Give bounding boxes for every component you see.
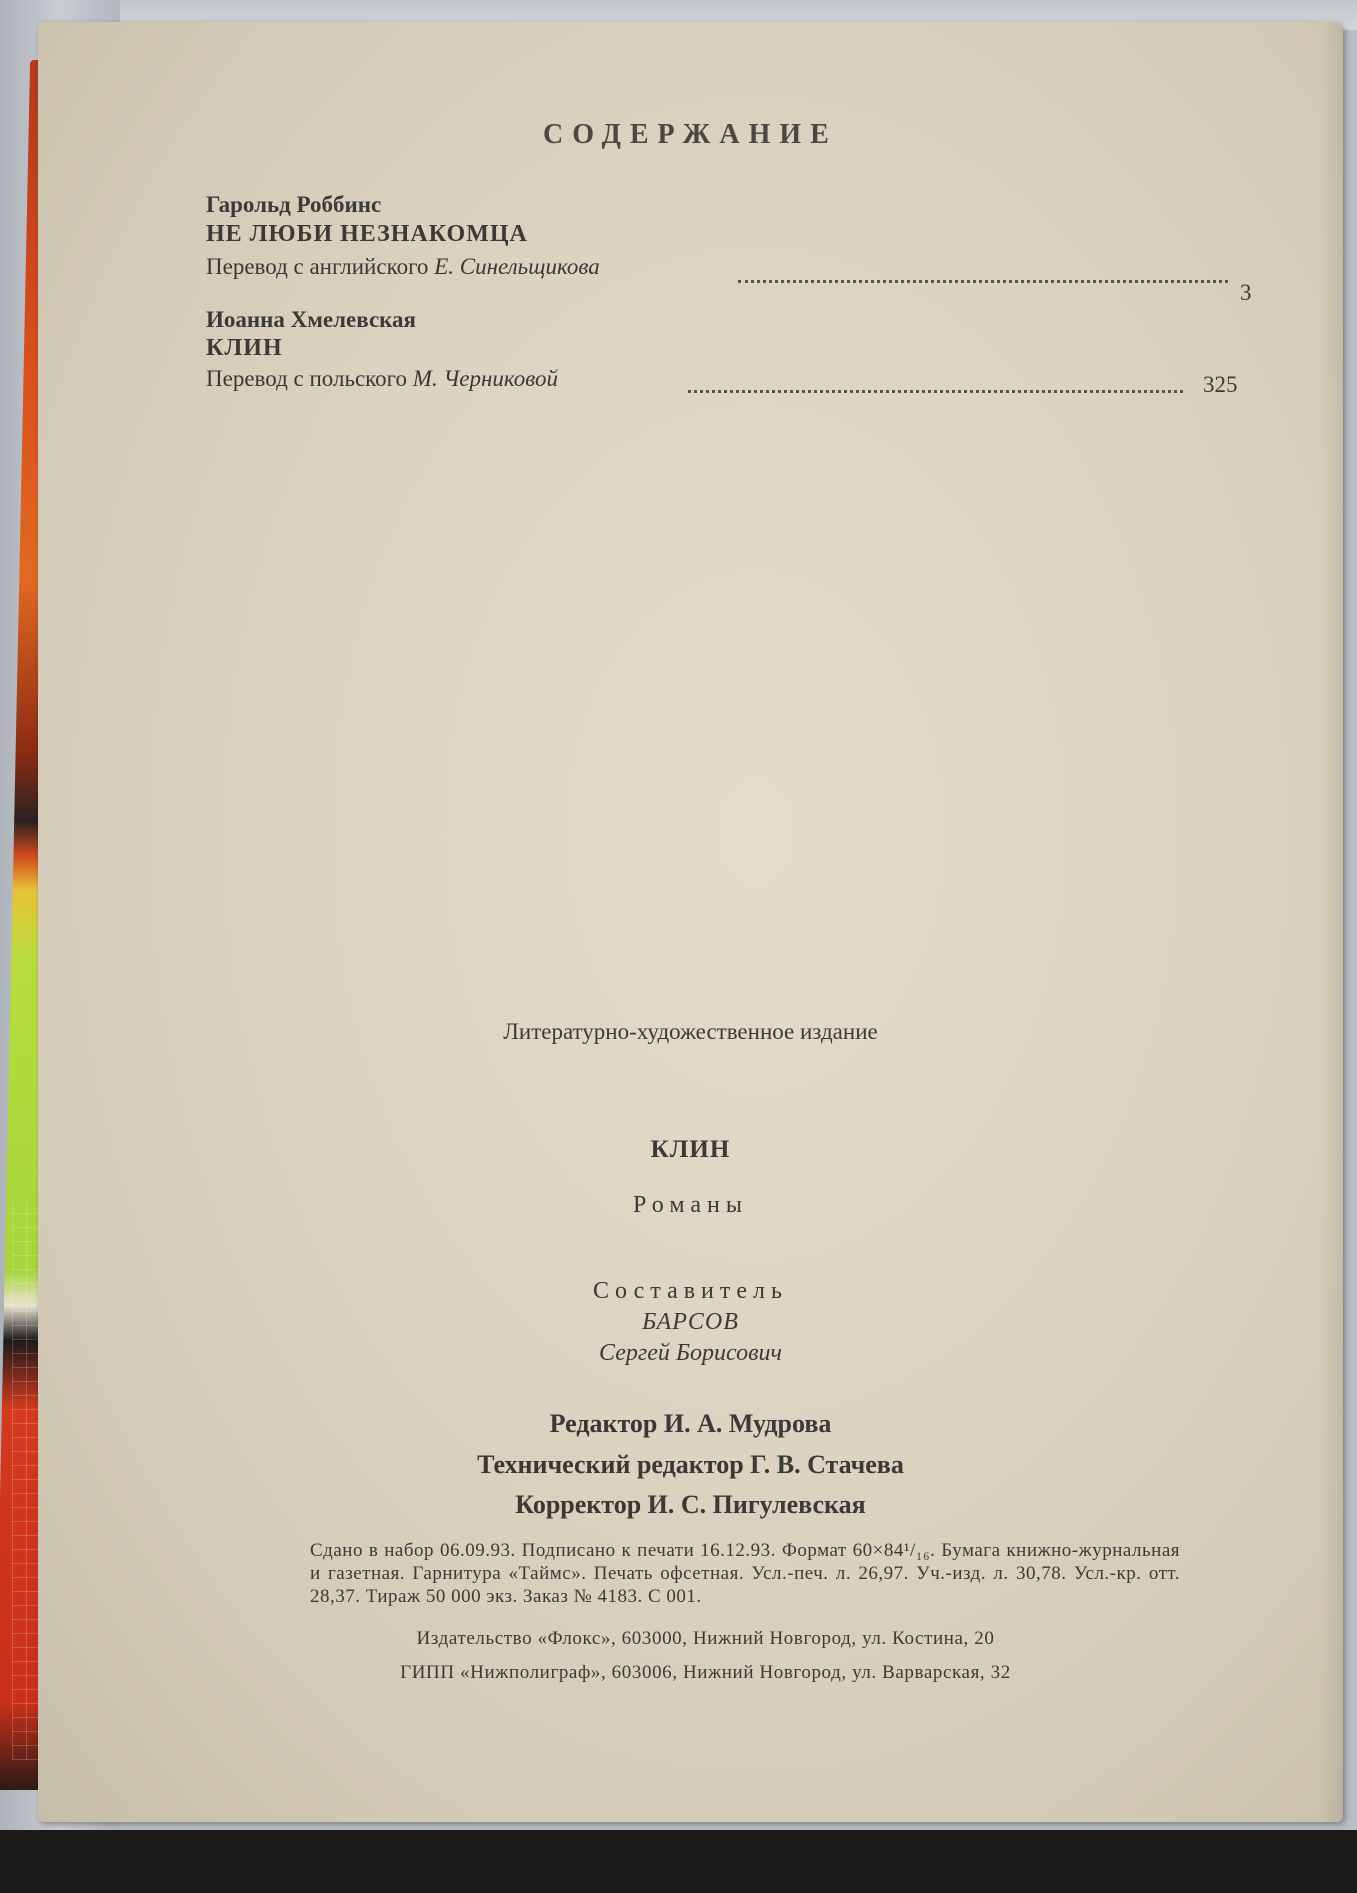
page-edge-shadow xyxy=(1319,22,1343,1822)
contents-heading: СОДЕРЖАНИЕ xyxy=(543,119,838,150)
credit-editor-name: И. А. Мудрова xyxy=(663,1409,832,1438)
credit-proofreader xyxy=(38,1490,1343,1520)
toc-entry-1-translation xyxy=(206,254,600,280)
toc-entry-1-page-number: 3 xyxy=(1240,280,1252,305)
credit-technical-editor xyxy=(38,1450,1343,1480)
edition-title: КЛИН xyxy=(650,1136,731,1163)
compiler-surname: БАРСОВ xyxy=(642,1309,739,1335)
publisher-address: Издательство «Флокс», 603000, Нижний Новгород, ул. Костина, 20 xyxy=(416,1628,995,1649)
compiler-name: Сергей Борисович xyxy=(599,1340,782,1366)
compiler-label: Составитель xyxy=(593,1278,788,1304)
toc-entry-2-translator: М. Черниковой xyxy=(412,366,558,391)
credit-proofreader-role: Корректор xyxy=(515,1490,642,1519)
credit-editor-role: Редактор xyxy=(549,1409,658,1438)
toc-entry-1-translation-prefix: Перевод с английского xyxy=(206,254,429,279)
toc-entry-2-title: КЛИН xyxy=(206,335,283,361)
toc-entry-2-leader-dots xyxy=(688,390,1183,393)
toc-entry-2-translation-prefix: Перевод с польского xyxy=(206,366,408,391)
toc-entry-1-leader-dots xyxy=(738,280,1228,283)
toc-entry-1-author: Гарольд Роббинс xyxy=(206,192,382,217)
background-surface-bottom xyxy=(0,1830,1357,1893)
printer-address: ГИПП «Нижполиграф», 603006, Нижний Новгород, ул. Варварская, 32 xyxy=(400,1662,1011,1683)
toc-entry-2-author: Иоанна Хмелевская xyxy=(206,307,416,332)
print-details: Сдано в набор 06.09.93. Подписано к печати 16.12.93. Формат 60×84¹/₁₆. Бумага книжно-журнальная и газетная. Гарнитура «Таймс». Печать офсетная. Усл.-печ. л. 26,97. Уч.-изд. л. 30,78. Усл.-кр. отт. 28,37. Тираж 50 000 экз. Заказ № 4183. С 001. xyxy=(310,1540,1180,1607)
edition-genre: Литературно-художественное издание xyxy=(503,1019,878,1044)
toc-entry-2-translation xyxy=(206,366,558,392)
credit-technical-editor-role: Технический редактор xyxy=(477,1450,744,1479)
credit-proofreader-name: И. С. Пигулевская xyxy=(647,1490,866,1519)
credit-editor xyxy=(38,1409,1343,1439)
edition-subtitle: Романы xyxy=(633,1192,748,1218)
book-page xyxy=(38,22,1343,1822)
toc-entry-1-title: НЕ ЛЮБИ НЕЗНАКОМЦА xyxy=(206,221,528,247)
toc-entry-1-translator: Е. Синельщикова xyxy=(434,254,600,279)
credit-technical-editor-name: Г. В. Стачева xyxy=(750,1450,904,1479)
toc-entry-2-page-number: 325 xyxy=(1203,372,1238,397)
